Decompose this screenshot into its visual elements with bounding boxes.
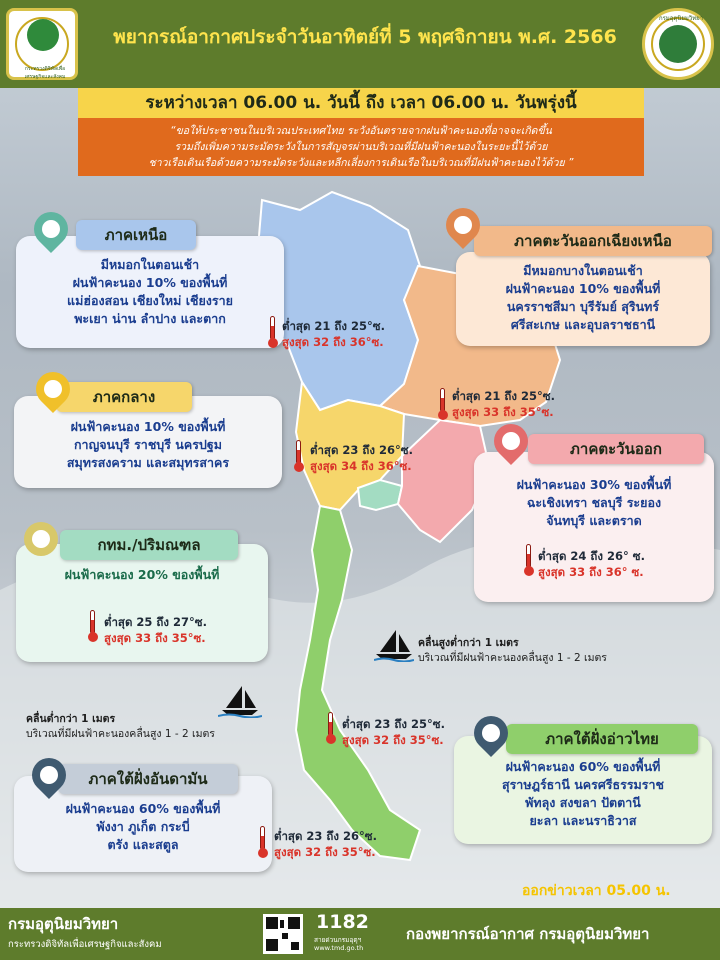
- region-detail: ฝนฟ้าคะนอง 10% ของพื้นที่: [72, 275, 228, 290]
- logo-emblem-icon: [27, 19, 59, 51]
- region-detail: สุราษฎร์ธานี นครศรีธรรมราช: [501, 777, 665, 792]
- region-detail: ฉะเชิงเทรา ชลบุรี ระยอง: [526, 495, 662, 510]
- logo-emblem-icon: [659, 25, 697, 63]
- region-tag-south-west: ภาคใต้ฝั่งอันดามัน: [58, 764, 238, 794]
- temp-low: ต่ำสุด 21 ถึง 25°ซ.: [452, 389, 555, 403]
- hotline-info: [314, 936, 363, 952]
- ministry-logo: [6, 8, 78, 80]
- sea-andaman-info: [26, 712, 215, 742]
- region-detail: มีหมอกบางในตอนเช้า: [523, 263, 643, 278]
- warning-line: ชาวเรือเดินเรือด้วยความระมัดระวังและหลีกเลี่ยงการเดินเรือในบริเวณที่มีฝนฟ้าคะนองไว้ด้วย ”: [148, 157, 574, 169]
- temp-high: สูงสุด 32 ถึง 35°ซ.: [274, 845, 376, 859]
- temperature-northeast: [452, 388, 555, 420]
- page-title: พยากรณ์อากาศประจำวันอาทิตย์ที่ 5 พฤศจิกายน พ.ศ. 2566: [113, 26, 617, 48]
- region-tag-bangkok: กทม./ปริมณฑล: [60, 530, 238, 560]
- sea-gulf-detail: บริเวณที่มีฝนฟ้าคะนองคลื่นสูง 1 - 2 เมตร: [418, 652, 607, 664]
- qr-code-icon[interactable]: [263, 914, 303, 954]
- region-tag-central: ภาคกลาง: [56, 382, 192, 412]
- boat-icon: [218, 684, 262, 718]
- region-detail: สมุทรสงคราม และสมุทรสาคร: [66, 455, 230, 470]
- temp-high: สูงสุด 33 ถึง 35°ซ.: [104, 631, 206, 645]
- thermometer-icon: [258, 826, 266, 856]
- warning-line: “ขอให้ประชาชนในบริเวณประเทศไทย ระวังอันตรายจากฝนฟ้าคะนองที่อาจจะเกิดขึ้น: [170, 125, 552, 137]
- region-detail: พัทลุง สงขลา ปัตตานี: [525, 795, 641, 810]
- temp-low: ต่ำสุด 23 ถึง 26°ซ.: [274, 829, 377, 843]
- region-card-northeast: [456, 252, 710, 346]
- location-pin-icon: [24, 522, 58, 556]
- footer-ministry: กระทรวงดิจิทัลเพื่อเศรษฐกิจและสังคม: [8, 939, 162, 950]
- tmd-logo-text: กรมอุตุนิยมวิทยา: [658, 15, 704, 22]
- temp-high: สูงสุด 33 ถึง 36° ซ.: [538, 565, 644, 579]
- thermometer-icon: [294, 440, 302, 470]
- sea-andaman-title: คลื่นต่ำกว่า 1 เมตร: [26, 713, 116, 725]
- temperature-central: [310, 442, 413, 474]
- thermometer-icon: [524, 544, 532, 574]
- thermometer-icon: [438, 388, 446, 418]
- warning-banner: [78, 118, 644, 176]
- region-detail: ศรีสะเกษ และอุบลราชธานี: [510, 317, 656, 332]
- region-detail: พะเยา น่าน ลำปาง และตาก: [74, 311, 226, 326]
- temperature-south-west: [274, 828, 377, 860]
- header-bar: [0, 0, 720, 88]
- temp-low: ต่ำสุด 23 ถึง 26°ซ.: [310, 443, 413, 457]
- temperature-bangkok: [104, 614, 207, 646]
- sea-gulf-title: คลื่นสูงต่ำกว่า 1 เมตร: [418, 637, 519, 649]
- issue-time: ออกข่าวเวลา 05.00 น.: [522, 883, 671, 899]
- hotline-label: สายด่วนกรมอุตุฯ: [314, 936, 362, 944]
- temp-low: ต่ำสุด 21 ถึง 25°ซ.: [282, 319, 385, 333]
- region-detail: กาญจนบุรี ราชบุรี นครปฐม: [73, 437, 223, 452]
- sea-andaman-detail: บริเวณที่มีฝนฟ้าคะนองคลื่นสูง 1 - 2 เมตร: [26, 728, 215, 740]
- region-detail: ฝนฟ้าคะนอง 30% ของพื้นที่: [516, 477, 672, 492]
- sea-gulf-info: [418, 636, 607, 666]
- thermometer-icon: [88, 610, 96, 640]
- temp-high: สูงสุด 32 ถึง 36°ซ.: [282, 335, 384, 349]
- region-detail: ฝนฟ้าคะนอง 60% ของพื้นที่: [505, 759, 661, 774]
- temp-low: ต่ำสุด 25 ถึง 27°ซ.: [104, 615, 207, 629]
- time-range-banner: ระหว่างเวลา 06.00 น. วันนี้ ถึง เวลา 06.00 น. วันพรุ่งนี้: [78, 88, 644, 118]
- temperature-south-east: [342, 716, 445, 748]
- hotline-number[interactable]: 1182: [316, 911, 369, 933]
- temp-high: สูงสุด 34 ถึง 36°ซ.: [310, 459, 412, 473]
- temp-high: สูงสุด 33 ถึง 35°ซ.: [452, 405, 554, 419]
- website-link[interactable]: www.tmd.go.th: [314, 944, 364, 952]
- region-card-north: [16, 236, 284, 348]
- region-detail: จันทบุรี และตราด: [546, 513, 642, 528]
- footer-org-name: กรมอุตุนิยมวิทยา: [8, 915, 119, 933]
- boat-icon: [374, 628, 414, 662]
- tmd-logo: [642, 8, 714, 80]
- region-detail: ฝนฟ้าคะนอง 20% ของพื้นที่: [64, 567, 220, 582]
- region-detail: ฝนฟ้าคะนอง 60% ของพื้นที่: [65, 801, 221, 816]
- region-tag-northeast: ภาคตะวันออกเฉียงเหนือ: [474, 226, 712, 256]
- ministry-logo-text: กระทรวงดิจิทัลเพื่อเศรษฐกิจและสังคม: [24, 66, 66, 80]
- temp-high: สูงสุด 32 ถึง 35°ซ.: [342, 733, 444, 747]
- thermometer-icon: [326, 712, 334, 742]
- region-detail: ยะลา และนราธิวาส: [529, 813, 637, 828]
- footer-division: กองพยากรณ์อากาศ กรมอุตุนิยมวิทยา: [406, 925, 650, 943]
- region-detail: ตรัง และสตูล: [107, 837, 179, 852]
- temp-low: ต่ำสุด 24 ถึง 26° ซ.: [538, 549, 645, 563]
- footer-bar: [0, 908, 720, 960]
- warning-line: รวมถึงเพิ่มความระมัดระวังในการสัญจรผ่านบริเวณที่มีฝนฟ้าคะนองในระยะนี้ไว้ด้วย: [174, 141, 548, 153]
- temp-low: ต่ำสุด 23 ถึง 25°ซ.: [342, 717, 445, 731]
- region-detail: พังงา ภูเก็ต กระบี่: [96, 819, 190, 834]
- region-tag-north: ภาคเหนือ: [76, 220, 196, 250]
- temperature-east: [538, 548, 645, 580]
- region-tag-south-east: ภาคใต้ฝั่งอ่าวไทย: [506, 724, 698, 754]
- region-tag-east: ภาคตะวันออก: [528, 434, 704, 464]
- thermometer-icon: [268, 316, 276, 346]
- region-detail: ฝนฟ้าคะนอง 10% ของพื้นที่: [70, 419, 226, 434]
- region-detail: นครราชสีมา บุรีรัมย์ สุรินทร์: [506, 299, 660, 314]
- region-detail: แม่ฮ่องสอน เชียงใหม่ เชียงราย: [67, 293, 233, 308]
- region-detail: มีหมอกในตอนเช้า: [100, 257, 200, 272]
- temperature-north: [282, 318, 385, 350]
- region-detail: ฝนฟ้าคะนอง 10% ของพื้นที่: [505, 281, 661, 296]
